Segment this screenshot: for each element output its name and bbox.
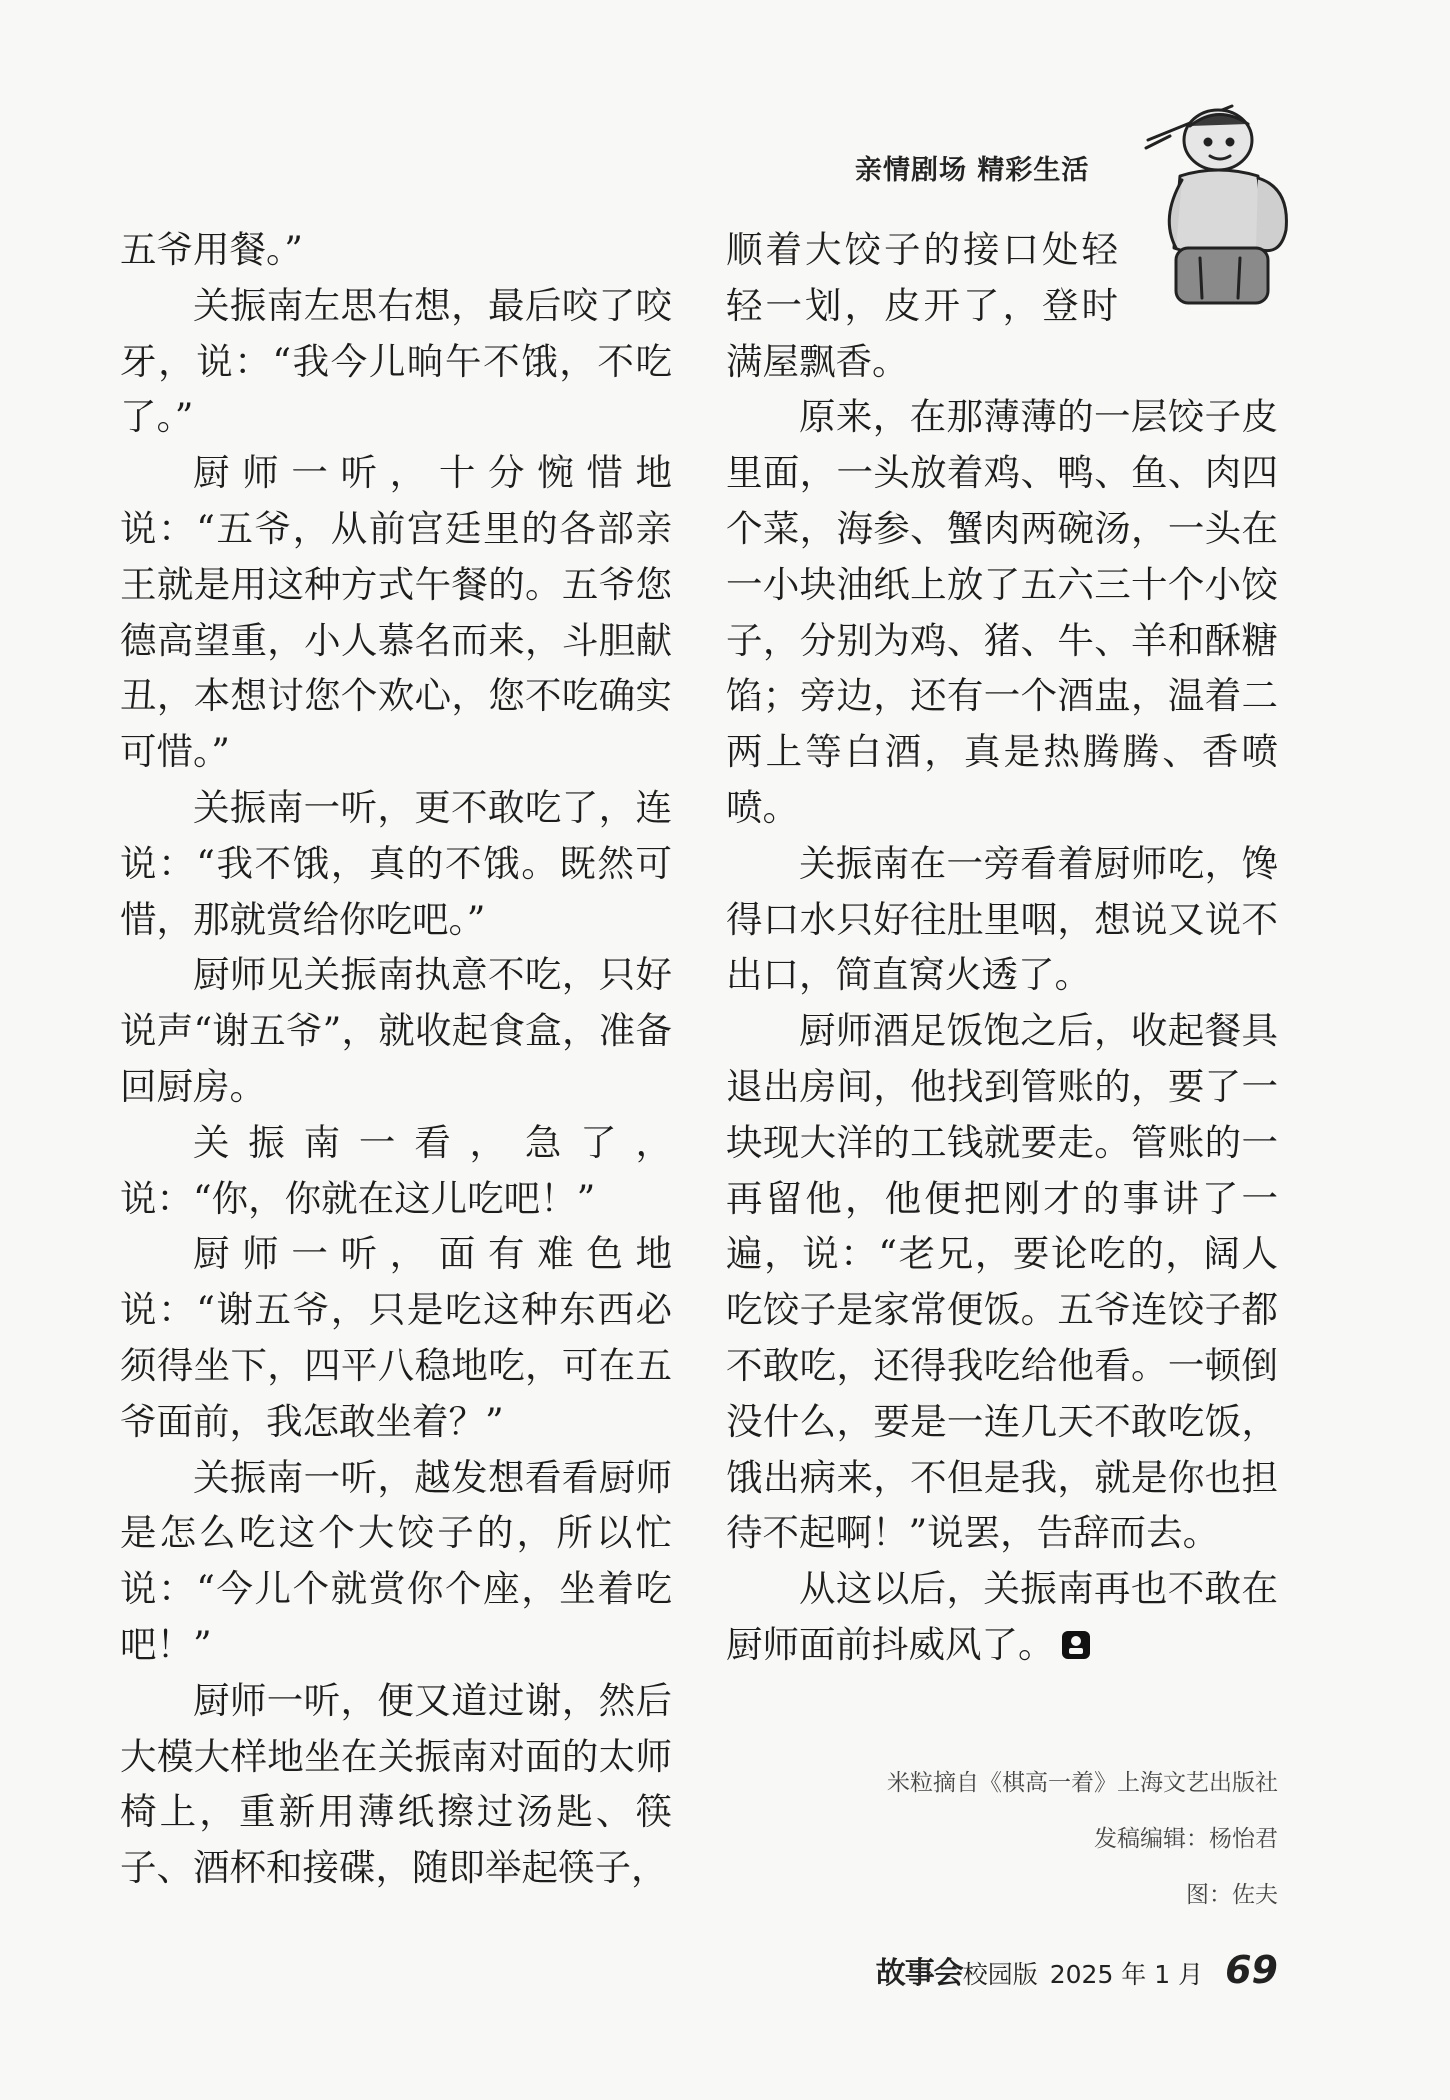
paragraph: 关振南一听，越发想看看厨师是怎么吃这个大饺子的，所以忙说：“今儿个就赏你个座，坐着吃吧！”	[120, 1455, 672, 1666]
page-number: 69	[1225, 1948, 1278, 1992]
paragraph: 关振南左思右想，最后咬了咬牙，说：“我今儿晌午不饿，不吃了。”	[120, 283, 672, 439]
paragraph: 顺着大饺子的接口处轻轻一划，皮开了，登时满屋飘香。	[726, 228, 1118, 383]
paragraph: 厨师一听，十分惋惜地说：“五爷，从前宫廷里的各部亲王就是用这种方式午餐的。五爷您德高望重，小人慕名而来，斗胆献丑，本想讨您个欢心，您不吃确实可惜。”	[120, 451, 672, 774]
magazine-logo: 故事会	[875, 1956, 963, 1991]
source-credit: 米粒摘自《棋高一着》上海文艺出版社	[887, 1770, 1278, 1796]
issue-date: 2025 年 1 月	[1049, 1960, 1204, 1989]
paragraph: 关振南一听，更不敢吃了，连说：“我不饿，真的不饿。既然可惜，那就赏给你吃吧。”	[120, 785, 672, 941]
end-mark-icon	[1061, 1630, 1091, 1660]
final-paragraph-text: 从这以后，关振南再也不敢在厨师面前抖威风了。	[726, 1567, 1278, 1666]
paragraph: 原来，在那薄薄的一层饺子皮里面，一头放着鸡、鸭、鱼、肉四个菜，海参、蟹肉两碗汤，一头在一小块油纸上放了五六三十个小饺子，分别为鸡、猪、牛、羊和酥糖馅；旁边，还有一个酒盅，温着二两上等白酒，真是热腾腾、香喷喷。	[726, 395, 1278, 829]
final-paragraph	[726, 1561, 1278, 1673]
paragraph: 五爷用餐。”	[120, 228, 303, 271]
editor-credit: 发稿编辑：杨怡君	[1094, 1826, 1278, 1852]
page-footer	[876, 1948, 1278, 1992]
illustrator-credit: 图：佐夫	[1186, 1882, 1278, 1908]
paragraph: 厨师见关振南执意不吃，只好说声“谢五爷”，就收起食盒，准备回厨房。	[120, 953, 672, 1108]
paragraph: 厨师一听，便又道过谢，然后大模大样地坐在关振南对面的太师椅上，重新用薄纸擦过汤匙、筷子、酒杯和接碟，随即举起筷子，	[120, 1678, 672, 1890]
credits	[887, 1755, 1278, 1923]
left-column	[120, 222, 672, 1896]
right-column	[726, 222, 1278, 1673]
edition-label: 校园版	[962, 1960, 1038, 1989]
paragraph: 厨师酒足饭饱之后，收起餐具退出房间，他找到管账的，要了一块现大洋的工钱就要走。管账的一再留他，他便把刚才的事讲了一遍，说：“老兄，要论吃的，阔人吃饺子是家常便饭。五爷连饺子都不敢吃，还得我吃给他看。一顿倒没什么，要是一连几天不敢吃饭，饿出病来，不但是我，就是你也担待不起啊！”说罢，告辞而去。	[726, 1009, 1278, 1555]
paragraph: 厨师一听，面有难色地说：“谢五爷，只是吃这种东西必须得坐下，四平八稳地吃，可在五爷面前，我怎敢坐着？”	[120, 1232, 672, 1443]
section-header: 亲情剧场 精彩生活	[855, 155, 1090, 186]
paragraph: 关振南一看，急了，说：“你，你就在这儿吃吧！”	[120, 1120, 672, 1220]
paragraph: 关振南在一旁看着厨师吃，馋得口水只好往肚里咽，想说又说不出口，简直窝火透了。	[726, 841, 1278, 997]
